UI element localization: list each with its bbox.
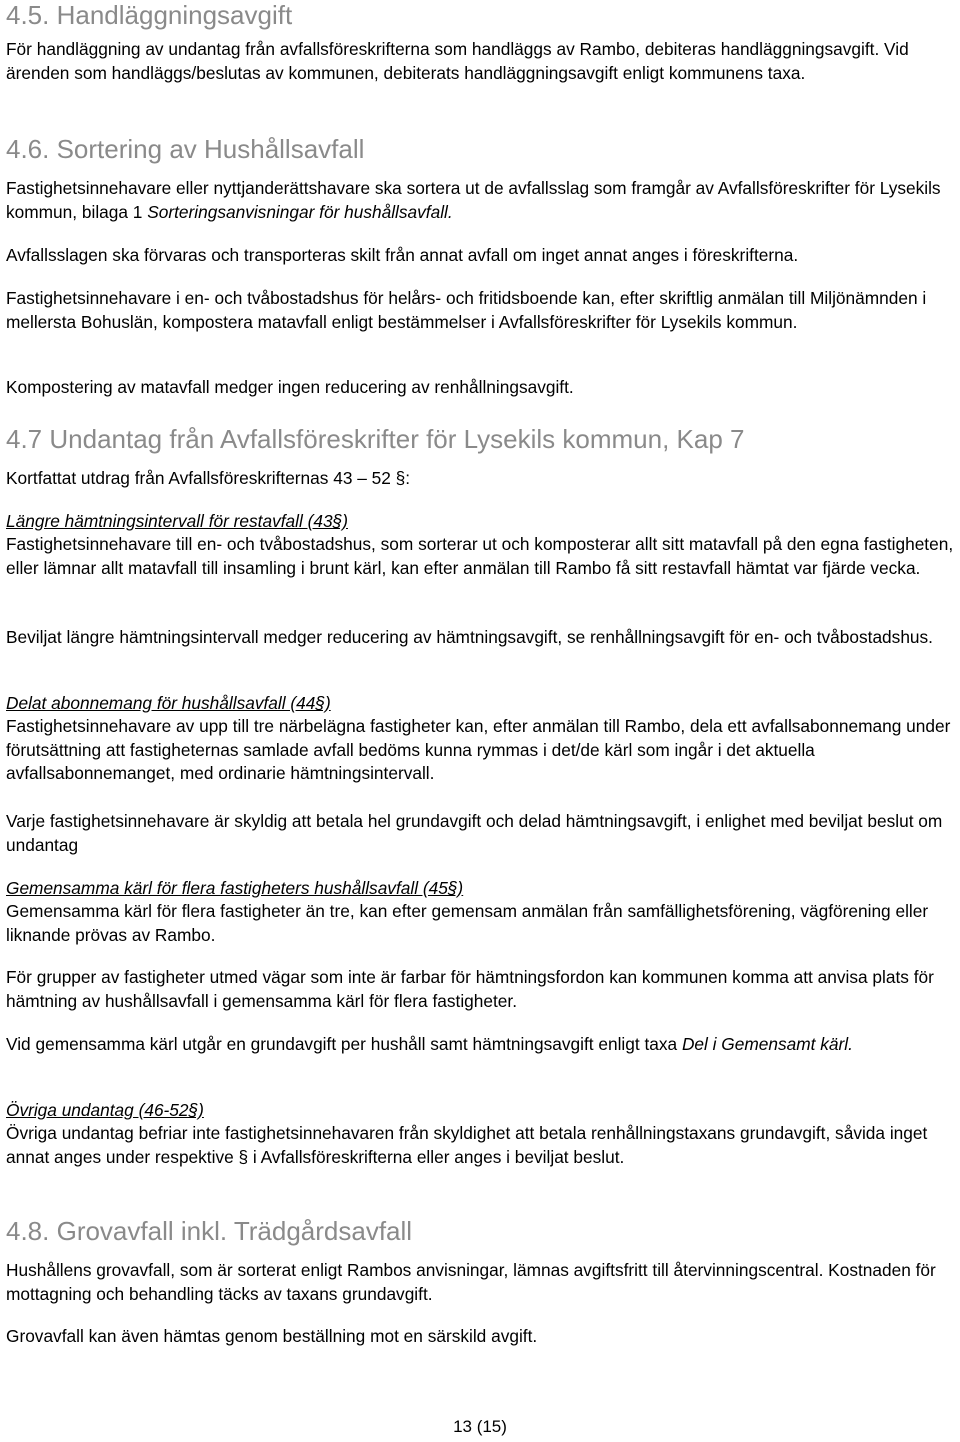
s46-p1-text: Fastighetsinnehavare eller nyttjanderättshavare ska sortera ut de avfallsslag som framgår av Avfallsföreskrifter för Lysekils kommun, bilaga 1 — [6, 178, 941, 222]
heading-4-5: 4.5. Handläggningsavgift — [6, 0, 293, 30]
s47-sub1-paragraph-1: Fastighetsinnehavare till en- och tvåbostadshus, som sorterar ut och komposterar allt sitt matavfall på den egna fastigheten, eller lämnar allt matavfall till insamling i brunt kärl, kan efter anmälan till Rambo få sitt restavfall hämtat var fjärde vecka. — [6, 534, 954, 578]
s45-paragraph: För handläggning av undantag från avfallsföreskrifterna som handläggs av Rambo, debiteras handläggningsavgift. Vid ärenden som handläggs/beslutas av kommunen, debiterats handläggningsavgift enligt kommunens taxa. — [6, 39, 909, 83]
page-number: 13 (15) — [453, 1417, 507, 1436]
heading-4-8: 4.8. Grovavfall inkl. Trädgårdsavfall — [6, 1216, 413, 1246]
s47-sub3-paragraph-2: För grupper av fastigheter utmed vägar som inte är farbar för hämtningsfordon kan kommunen komma att anvisa plats för hämtning av hushållsavfall i gemensamma kärl för flera fastigheter. — [6, 967, 934, 1011]
s47-sub2-title: Delat abonnemang för hushållsavfall (44§) — [6, 693, 331, 713]
s46-paragraph-2: Avfallsslagen ska förvaras och transporteras skilt från annat avfall om inget annat anges i föreskrifterna. — [6, 245, 799, 265]
s47-sub2-paragraph-2: Varje fastighetsinnehavare är skyldig att betala hel grundavgift och delad hämtningsavgift, i enlighet med beviljat beslut om undantag — [6, 811, 943, 855]
s47-sub3-paragraph-3 — [6, 1033, 956, 1057]
s46-paragraph-1 — [6, 177, 956, 224]
s47-sub1-title: Längre hämtningsintervall för restavfall (43§) — [6, 511, 348, 531]
s47-intro: Kortfattat utdrag från Avfallsföreskrifternas 43 – 52 §: — [6, 468, 411, 488]
s48-paragraph-2: Grovavfall kan även hämtas genom beställning mot en särskild avgift. — [6, 1326, 538, 1346]
heading-4-7: 4.7 Undantag från Avfallsföreskrifter för Lysekils kommun, Kap 7 — [6, 424, 745, 454]
s47-sub2-paragraph-1: Fastighetsinnehavare av upp till tre närbelägna fastigheter kan, efter anmälan till Rambo, dela ett avfallsabonnemang under förutsättning att fastigheternas samlade avfall bedöms kunna rymmas i det/de kärl som ingår i det aktuella avfallsabonnemanget, med ordinarie hämtningsintervall. — [6, 716, 951, 783]
s47-sub3-p3-text: Vid gemensamma kärl utgår en grundavgift per hushåll samt hämtningsavgift enligt taxa — [6, 1034, 682, 1054]
s48-paragraph-1: Hushållens grovavfall, som är sorterat enligt Rambos anvisningar, lämnas avgiftsfritt till återvinningscentral. Kostnaden för mottagning och behandling täcks av taxans grundavgift. — [6, 1260, 936, 1304]
s47-sub3-title: Gemensamma kärl för flera fastigheters hushållsavfall (45§) — [6, 878, 464, 898]
s46-p1-italic: Sorteringsanvisningar för hushållsavfall. — [147, 201, 453, 222]
s46-paragraph-3: Fastighetsinnehavare i en- och tvåbostadshus för helårs- och fritidsboende kan, efter skriftlig anmälan till Miljönämnden i mellersta Bohuslän, kompostera matavfall enligt bestämmelser i Avfallsföreskrifter för Lysekils kommun. — [6, 288, 927, 332]
s47-sub3-p3-italic: Del i Gemensamt kärl. — [681, 1034, 853, 1054]
s47-sub4-title: Övriga undantag (46-52§) — [6, 1100, 204, 1120]
s47-sub1-paragraph-2: Beviljat längre hämtningsintervall medger reducering av hämtningsavgift, se renhållningsavgift för en- och tvåbostadshus. — [6, 627, 933, 647]
heading-4-6: 4.6. Sortering av Hushållsavfall — [6, 134, 365, 164]
s47-sub4-paragraph-1: Övriga undantag befriar inte fastighetsinnehavaren från skyldighet att betala renhållningstaxans grundavgift, såvida inget annat anges under respektive § i Avfallsföreskrifterna eller anges i beviljat beslut. — [6, 1123, 928, 1167]
s47-sub3-paragraph-1: Gemensamma kärl för flera fastigheter än tre, kan efter gemensam anmälan från samfällighetsförening, vägförening eller liknande prövas av Rambo. — [6, 901, 929, 945]
s46-paragraph-4: Kompostering av matavfall medger ingen reducering av renhållningsavgift. — [6, 377, 574, 397]
